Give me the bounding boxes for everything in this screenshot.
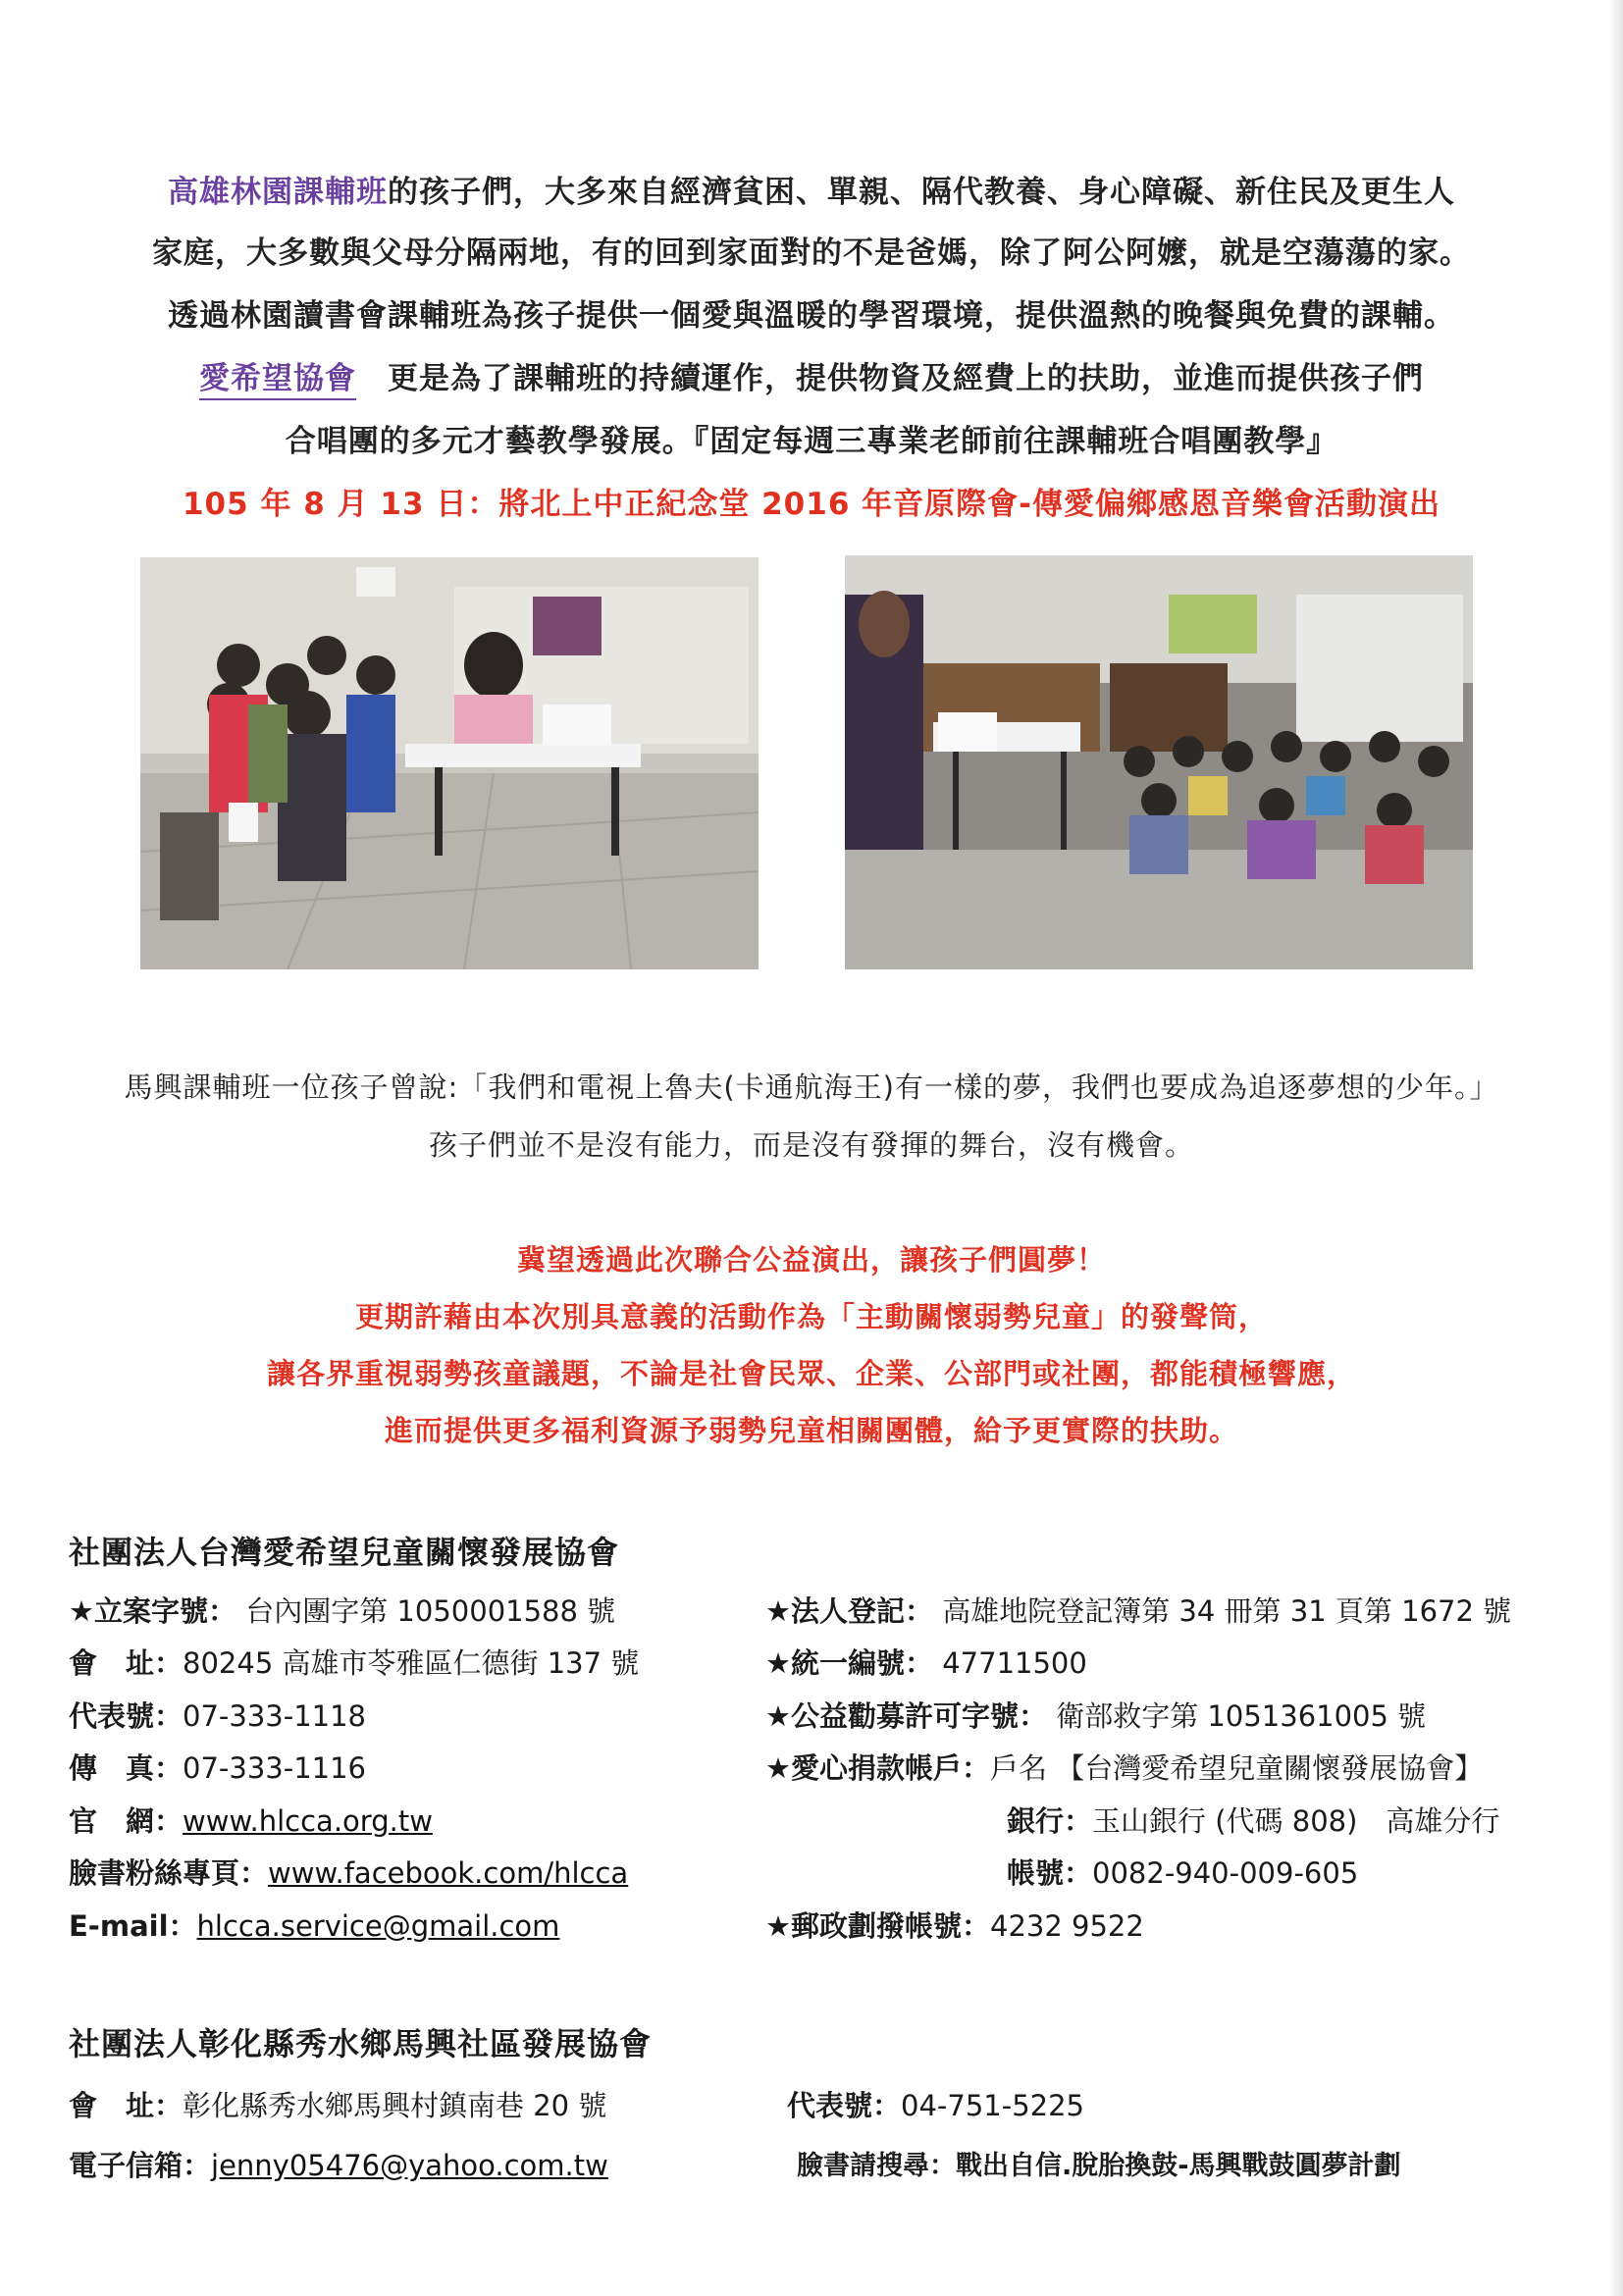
intro-line-2: 家庭，大多數與父母分隔兩地，有的回到家面對的不是爸媽，除了阿公阿嬤，就是空蕩蕩的家。 [152,235,1471,271]
org1-permit-label: ★公益勸募許可字號： [765,1699,1047,1733]
org1-permit-row [765,1695,1426,1735]
org1-addr-value: 80245 高雄市苓雅區仁德街 137 號 [183,1646,640,1680]
org2-phone-label: 代表號： [787,2089,902,2122]
org1-addr-label: 會 址： [69,1646,183,1680]
intro-line-4-text: 更是為了課輔班的持續運作，提供物資及經費上的扶助，並進而提供孩子們 [388,361,1424,396]
org1-post-label: ★郵政劃撥帳號： [765,1909,990,1943]
quote-line-2: 孩子們並不是沒有能力，而是沒有發揮的舞台，沒有機會。 [428,1128,1194,1162]
org1-addr-row [69,1642,639,1682]
photo-choir-practice [140,557,759,969]
org1-acctno-value: 0082-940-009-605 [1092,1856,1359,1890]
org1-facebook-link[interactable]: www.facebook.com/hlcca [268,1856,629,1890]
org1-fax-label: 傳 真： [69,1751,183,1785]
quote-line-1: 馬興課輔班一位孩子曾說:「我們和電視上魯夫(卡通航海王)有一樣的夢，我們也要成為追逐夢想的少年。」 [124,1070,1499,1104]
intro-line-3: 透過林園讀書會課輔班為孩子提供一個愛與溫暖的學習環境，提供溫熱的晚餐與免費的課輔。 [168,298,1455,334]
intro-line-5: 合唱團的多元才藝教學發展。『固定每週三專業老師前往課輔班合唱團教學』 [285,424,1338,459]
org1-email-link[interactable]: hlcca.service@gmail.com [196,1909,560,1943]
intro-line-1 [0,167,1623,211]
org1-bank-label: 銀行： [1007,1804,1093,1838]
org1-name: 社團法人台灣愛希望兒童關懷發展協會 [69,1534,620,1571]
intro-line-1-text: 的孩子們，大多來自經濟貧困、單親、隔代教養、身心障礙、新住民及更生人 [388,175,1455,210]
org1-post-value: 4232 9522 [990,1909,1144,1943]
org1-acct-label: ★愛心捐款帳戶： [765,1751,990,1785]
org2-mail-row [69,2144,608,2184]
org1-fax-row [69,1747,366,1787]
org1-acctno-row [1007,1852,1358,1892]
org2-phone-value: 04-751-5225 [901,2089,1085,2122]
org2-email-link[interactable]: jenny05476@yahoo.com.tw [211,2149,608,2182]
org1-phone-value: 07-333-1118 [183,1699,367,1733]
org1-web-label: 官 網： [69,1804,183,1838]
org2-addr-row [69,2084,606,2124]
linyuan-class-highlight: 高雄林園課輔班 [168,175,388,210]
org1-tax-value: 47711500 [942,1646,1087,1680]
org1-post-row [765,1905,1144,1945]
org1-legal-row [765,1590,1511,1630]
hope-association-highlight: 愛希望協會 [199,361,356,400]
org1-phone-label: 代表號： [69,1699,183,1733]
org1-tax-label: ★統一編號： [765,1646,933,1680]
hope-line-1: 冀望透過此次聯合公益演出，讓孩子們圓夢！ [516,1243,1106,1277]
org1-fb-row [69,1852,628,1892]
intro-line-4 [0,353,1623,397]
org2-phone-row [787,2084,1084,2124]
org1-phone-row [69,1695,366,1735]
org1-website-link[interactable]: www.hlcca.org.tw [183,1804,433,1838]
org1-bank-row [1007,1800,1499,1840]
org1-permit-value: 衛部救字第 1051361005 號 [1056,1699,1427,1733]
org2-addr-value: 彰化縣秀水鄉馬興村鎮南巷 20 號 [183,2089,607,2122]
org2-facebook-note: 臉書請搜尋：戰出自信.脫胎換鼓-馬興戰鼓圓夢計劃 [797,2151,1401,2181]
hope-line-3: 讓各界重視弱勢孩童議題，不論是社會民眾、企業、公部門或社團，都能積極響應， [266,1357,1356,1390]
org1-tax-row [765,1642,1087,1682]
org1-acct-value: 戶名 【台灣愛希望兒童關懷發展協會】 [990,1751,1484,1785]
org2-mail-label: 電子信箱： [69,2149,212,2182]
org1-reg-label: ★立案字號： [69,1594,236,1628]
org1-acctno-label: 帳號： [1007,1856,1093,1890]
hope-line-2: 更期許藉由本次別具意義的活動作為「主動關懷弱勢兒童」的發聲筒， [354,1300,1268,1333]
org2-addr-label: 會 址： [69,2089,183,2122]
event-line: 105 年 8 月 13 日：將北上中正紀念堂 2016 年音原際會-傳愛偏鄉感恩音樂會活動演出 [182,487,1441,522]
org2-name: 社團法人彰化縣秀水鄉馬興社區發展協會 [69,2025,653,2062]
org1-reg-row [69,1590,615,1630]
org1-reg-value: 台內團字第 1050001588 號 [245,1594,616,1628]
org1-mail-row [69,1905,559,1945]
org1-fax-value: 07-333-1116 [183,1751,367,1785]
org1-bank-value: 玉山銀行 (代碼 808) 高雄分行 [1092,1804,1500,1838]
org1-mail-label: E-mail： [69,1909,197,1943]
org1-acct-row [765,1747,1483,1787]
org1-legal-label: ★法人登記： [765,1594,933,1628]
photo-choir-class [845,555,1473,969]
org1-web-row [69,1800,433,1840]
org1-legal-value: 高雄地院登記簿第 34 冊第 31 頁第 1672 號 [942,1594,1512,1628]
org1-fb-label: 臉書粉絲專頁： [69,1856,269,1890]
hope-line-4: 進而提供更多福利資源予弱勢兒童相關團體，給予更實際的扶助。 [384,1414,1238,1447]
